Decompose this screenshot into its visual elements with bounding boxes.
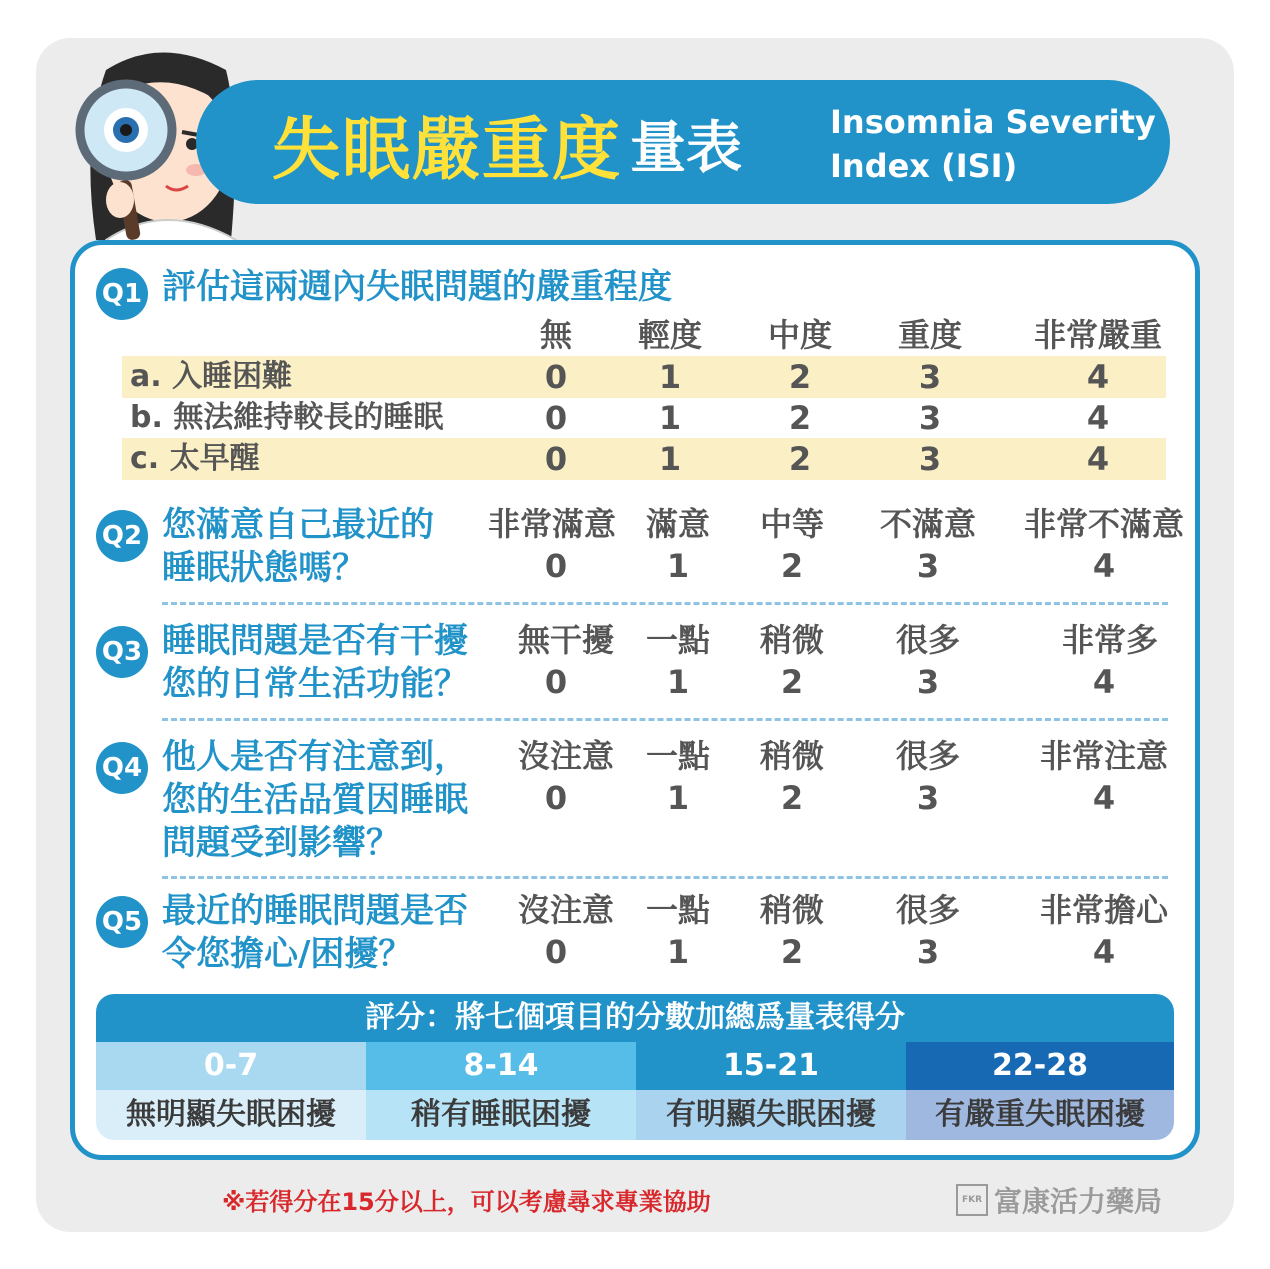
q1-option: 重度 bbox=[897, 316, 963, 354]
q1-badge: Q1 bbox=[96, 268, 148, 320]
q5-option: 沒注意 bbox=[517, 891, 615, 929]
q3-question bbox=[162, 620, 468, 706]
q3-score: 4 bbox=[1092, 663, 1116, 701]
scoring-header: 評分：將七個項目的分數加總爲量表得分 bbox=[96, 994, 1174, 1042]
q5-score: 0 bbox=[544, 933, 568, 971]
q1-score: 4 bbox=[1086, 358, 1110, 396]
q2-question-line: 您滿意自己最近的 bbox=[162, 505, 434, 545]
q2-option: 中等 bbox=[759, 505, 825, 543]
q5-score: 2 bbox=[780, 933, 804, 971]
section-divider bbox=[162, 602, 1168, 605]
score-description: 無明顯失眠困擾 bbox=[96, 1090, 366, 1140]
q4-option: 一點 bbox=[645, 737, 711, 775]
q2-score: 2 bbox=[780, 547, 804, 585]
q1-score: 2 bbox=[788, 358, 812, 396]
q4-score: 3 bbox=[916, 779, 940, 817]
q1-score: 0 bbox=[544, 399, 568, 437]
q3-question-line: 您的日常生活功能？ bbox=[162, 664, 468, 704]
q2-option: 滿意 bbox=[645, 505, 711, 543]
q1-score: 2 bbox=[788, 399, 812, 437]
q1-row-c-band bbox=[122, 438, 1166, 480]
q5-score: 3 bbox=[916, 933, 940, 971]
q3-score: 0 bbox=[544, 663, 568, 701]
q5-question-line: 最近的睡眠問題是否 bbox=[162, 891, 468, 931]
q1-score: 1 bbox=[658, 358, 682, 396]
q5-option: 稍微 bbox=[759, 891, 825, 929]
q2-option: 非常不滿意 bbox=[1023, 505, 1185, 543]
q3-score: 3 bbox=[916, 663, 940, 701]
q1-score: 3 bbox=[918, 399, 942, 437]
score-range: 15-21 bbox=[636, 1042, 906, 1090]
page-title bbox=[272, 96, 742, 192]
q2-score: 0 bbox=[544, 547, 568, 585]
q2-score: 1 bbox=[666, 547, 690, 585]
score-description: 有明顯失眠困擾 bbox=[636, 1090, 906, 1140]
score-description: 有嚴重失眠困擾 bbox=[906, 1090, 1174, 1140]
section-divider bbox=[162, 718, 1168, 721]
q5-score: 1 bbox=[666, 933, 690, 971]
score-level bbox=[636, 1042, 906, 1140]
q1-score: 2 bbox=[788, 440, 812, 478]
score-description: 稍有睡眠困擾 bbox=[366, 1090, 636, 1140]
q1-row-label: c. 太早醒 bbox=[130, 441, 260, 476]
q3-score: 1 bbox=[666, 663, 690, 701]
score-level bbox=[366, 1042, 636, 1140]
q4-option: 很多 bbox=[895, 737, 961, 775]
q4-question-line: 您的生活品質因睡眠 bbox=[162, 780, 468, 820]
title-english bbox=[830, 100, 1156, 188]
q1-option: 非常嚴重 bbox=[1033, 316, 1163, 354]
q1-row-label: a. 入睡困難 bbox=[130, 359, 293, 394]
q4-option: 非常注意 bbox=[1039, 737, 1169, 775]
q1-option: 無 bbox=[539, 316, 573, 354]
q5-score: 4 bbox=[1092, 933, 1116, 971]
score-range: 22-28 bbox=[906, 1042, 1174, 1090]
q1-score: 1 bbox=[658, 440, 682, 478]
q4-question-line: 他人是否有注意到， bbox=[162, 737, 468, 777]
q1-option: 中度 bbox=[767, 316, 833, 354]
q3-question-line: 睡眠問題是否有干擾 bbox=[162, 621, 468, 661]
q2-question-line: 睡眠狀態嗎？ bbox=[162, 548, 366, 588]
title-english-line1: Insomnia Severity bbox=[830, 103, 1156, 141]
q1-score: 0 bbox=[544, 358, 568, 396]
section-divider bbox=[162, 876, 1168, 879]
q4-badge: Q4 bbox=[96, 742, 148, 794]
score-range: 8-14 bbox=[366, 1042, 636, 1090]
q3-badge: Q3 bbox=[96, 626, 148, 678]
q3-option: 稍微 bbox=[759, 621, 825, 659]
q2-option: 非常滿意 bbox=[487, 505, 617, 543]
q5-option: 很多 bbox=[895, 891, 961, 929]
q2-score: 4 bbox=[1092, 547, 1116, 585]
q4-question-line: 問題受到影響？ bbox=[162, 823, 400, 863]
q2-option: 不滿意 bbox=[879, 505, 977, 543]
q1-score: 4 bbox=[1086, 399, 1110, 437]
q5-question bbox=[162, 890, 468, 976]
q4-question bbox=[162, 736, 468, 865]
q2-badge: Q2 bbox=[96, 510, 148, 562]
q4-option: 稍微 bbox=[759, 737, 825, 775]
q3-option: 非常多 bbox=[1061, 621, 1159, 659]
q5-option: 非常擔心 bbox=[1039, 891, 1169, 929]
q1-score: 3 bbox=[918, 440, 942, 478]
q3-option: 無干擾 bbox=[517, 621, 615, 659]
q4-score: 4 bbox=[1092, 779, 1116, 817]
q2-score: 3 bbox=[916, 547, 940, 585]
q3-option: 很多 bbox=[895, 621, 961, 659]
q1-score: 4 bbox=[1086, 440, 1110, 478]
q1-score: 1 bbox=[658, 399, 682, 437]
q3-score: 2 bbox=[780, 663, 804, 701]
q1-question: 評估這兩週內失眠問題的嚴重程度 bbox=[162, 267, 672, 307]
q4-score: 2 bbox=[780, 779, 804, 817]
title-main: 失眠嚴重度 bbox=[272, 110, 623, 190]
q2-question bbox=[162, 504, 434, 590]
q1-row-label: b. 無法維持較長的睡眠 bbox=[130, 400, 444, 435]
q1-score: 3 bbox=[918, 358, 942, 396]
q5-option: 一點 bbox=[645, 891, 711, 929]
score-range: 0-7 bbox=[96, 1042, 366, 1090]
q5-badge: Q5 bbox=[96, 896, 148, 948]
score-level bbox=[906, 1042, 1174, 1140]
q4-option: 沒注意 bbox=[517, 737, 615, 775]
q1-score: 0 bbox=[544, 440, 568, 478]
q5-question-line: 令您擔心/困擾？ bbox=[162, 934, 413, 974]
brand bbox=[956, 1180, 1162, 1220]
title-english-line2: Index (ISI) bbox=[830, 147, 1018, 185]
q3-option: 一點 bbox=[645, 621, 711, 659]
q4-score: 1 bbox=[666, 779, 690, 817]
brand-name: 富康活力藥局 bbox=[994, 1185, 1163, 1218]
q1-option: 輕度 bbox=[637, 316, 703, 354]
footnote: ※若得分在15分以上，可以考慮尋求專業協助 bbox=[222, 1188, 711, 1216]
q4-score: 0 bbox=[544, 779, 568, 817]
brand-logo-icon: FKR bbox=[956, 1184, 988, 1216]
score-level bbox=[96, 1042, 366, 1140]
title-sub: 量表 bbox=[630, 116, 743, 181]
